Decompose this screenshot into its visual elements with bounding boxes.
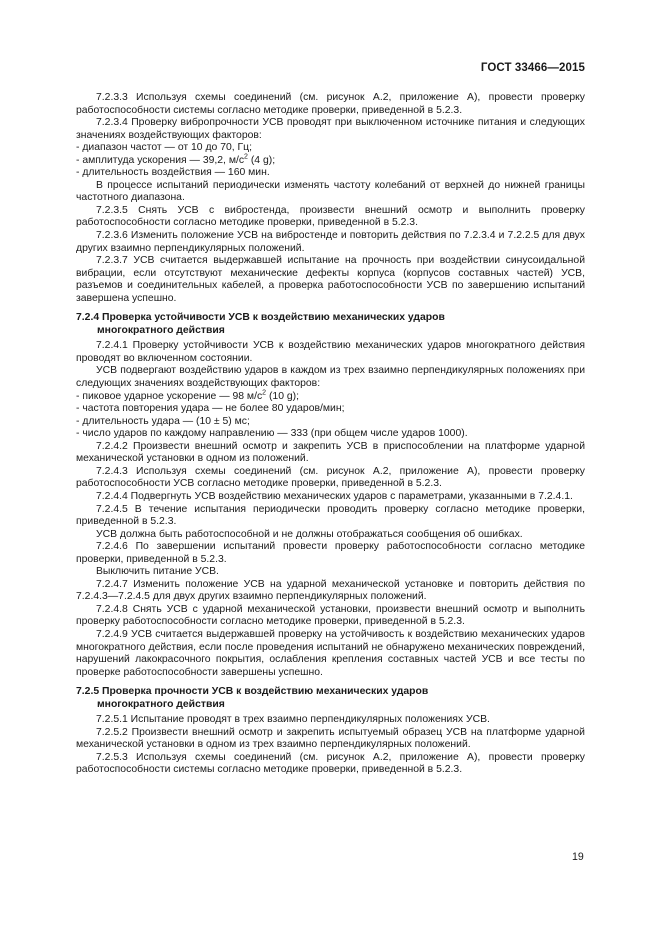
section-heading bbox=[76, 312, 585, 337]
section-heading-line: 7.2.5 Проверка прочности УСВ к воздействию механических ударов bbox=[76, 686, 429, 698]
paragraph: Выключить питание УСВ. bbox=[96, 566, 219, 578]
document-body bbox=[76, 92, 585, 777]
paragraph: 7.2.3.5 Снять УСВ с вибростенда, произвести внешний осмотр и выполнить проверку работоспособности согласно методике проверки, приведенной в 5.2.3. bbox=[76, 204, 585, 229]
paragraph: 7.2.4.3 Используя схемы соединений (см. рисунок А.2, приложение А), провести проверку работоспособности УСВ согласно методике проверки, приведенной в 5.2.3. bbox=[76, 465, 585, 490]
section-heading-line: многократного действия bbox=[97, 698, 225, 710]
paragraph: 7.2.4.4 Подвергнуть УСВ воздействию механических ударов с параметрами, указанными в 7.2.4.1. bbox=[96, 490, 573, 502]
paragraph: УСВ должна быть работоспособной и не должны отображаться сообщения об ошибках. bbox=[96, 528, 523, 540]
paragraph: 7.2.3.7 УСВ считается выдержавшей испытание на прочность при воздействии синусоидальной вибрации, если отсутствуют механические дефекты корпуса (корпусов составных частей) УСВ, разъемов и соединительных кабелей, а проверка работоспособности УСВ по завершению испытаний завершена успешно. bbox=[76, 255, 585, 304]
document-header-id: ГОСТ 33466—2015 bbox=[480, 62, 585, 74]
list-item: - диапазон частот — от 10 до 70, Гц; bbox=[76, 142, 253, 154]
paragraph: 7.2.5.1 Испытание проводят в трех взаимно перпендикулярных положениях УСВ. bbox=[96, 714, 490, 726]
paragraph: 7.2.3.4 Проверку вибропрочности УСВ проводят при выключенном источнике питания и следующих значениях воздействующих факторов: bbox=[76, 117, 585, 141]
list-item: - длительность удара — (10 ± 5) мс; bbox=[76, 415, 250, 427]
section-heading-line: многократного действия bbox=[97, 324, 225, 336]
paragraph: 7.2.4.9 УСВ считается выдержавшей проверку на устойчивость к воздействию механических ударов многократного действия, если после проведения испытаний не обнаружено механических повреждений, нарушений лакокрасочного покрытия, ослабления крепления составных частей УСВ и все тесты по проверке работоспособности завершены успешно. bbox=[76, 628, 585, 678]
paragraph: В процессе испытаний периодически изменять частоту колебаний от верхней до нижней границы частотного диапазона. bbox=[76, 179, 585, 204]
paragraph: УСВ подвергают воздействию ударов в каждом из трех взаимно перпендикулярных положениях при следующих значениях воздействующих факторов: bbox=[76, 365, 585, 390]
section-heading-line: 7.2.4 Проверка устойчивости УСВ к воздействию механических ударов bbox=[76, 312, 445, 324]
page-number: 19 bbox=[572, 851, 584, 863]
paragraph: 7.2.4.7 Изменить положение УСВ на ударной механической установке и повторить действия по 7.2.4.3—7.2.4.5 для двух других взаимно перпендикулярных положений. bbox=[76, 578, 585, 603]
paragraph: 7.2.4.1 Проверку устойчивости УСВ к воздействию механических ударов многократного действия проводят во включенном состоянии. bbox=[76, 340, 585, 364]
paragraph: 7.2.3.3 Используя схемы соединений (см. рисунок А.2, приложение А), провести проверку работоспособности системы согласно методике проверки, приведенной в 5.2.3. bbox=[76, 92, 585, 116]
list-item: - пиковое ударное ускорение — 98 $м/с^2$ (10 g); bbox=[76, 389, 299, 402]
section-heading bbox=[76, 686, 585, 711]
paragraph: 7.2.4.8 Снять УСВ с ударной механической установки, произвести внешний осмотр и выполнить проверку работоспособности согласно методике проверки, приведенной в 5.2.3. bbox=[76, 603, 585, 628]
paragraph: 7.2.4.5 В течение испытания периодически проводить проверку согласно методике проверки, приведенной в 5.2.3. bbox=[76, 503, 585, 528]
paragraph: 7.2.4.6 По завершении испытаний провести проверку работоспособности согласно методике проверки, приведенной в 5.2.3. bbox=[76, 541, 585, 565]
paragraph: 7.2.5.2 Произвести внешний осмотр и закрепить испытуемый образец УСВ на платформе ударной механической установки в одном из трех взаимно перпендикулярных положений. bbox=[76, 726, 585, 751]
list-item: - число ударов по каждому направлению — 333 (при общем числе ударов 1000). bbox=[76, 428, 468, 440]
paragraph: 7.2.4.2 Произвести внешний осмотр и закрепить УСВ в приспособлении на платформе ударной механической установки в одном из положений. bbox=[76, 440, 585, 465]
list-item: - длительность воздействия — 160 мин. bbox=[76, 167, 270, 179]
list-item: - амплитуда ускорения — 39,2, $м/с^2$ (4 g); bbox=[76, 153, 276, 166]
list-item: - частота повторения удара — не более 80 ударов/мин; bbox=[76, 403, 345, 415]
paragraph: 7.2.3.6 Изменить положение УСВ на вибростенде и повторить действия по 7.2.3.4 и 7.2.2.5 для двух других взаимно перпендикулярных положений. bbox=[76, 230, 585, 254]
paragraph: 7.2.5.3 Используя схемы соединений (см. рисунок А.2, приложение А), провести проверку работоспособности системы согласно методике проверки, приведенной в 5.2.3. bbox=[76, 751, 585, 776]
